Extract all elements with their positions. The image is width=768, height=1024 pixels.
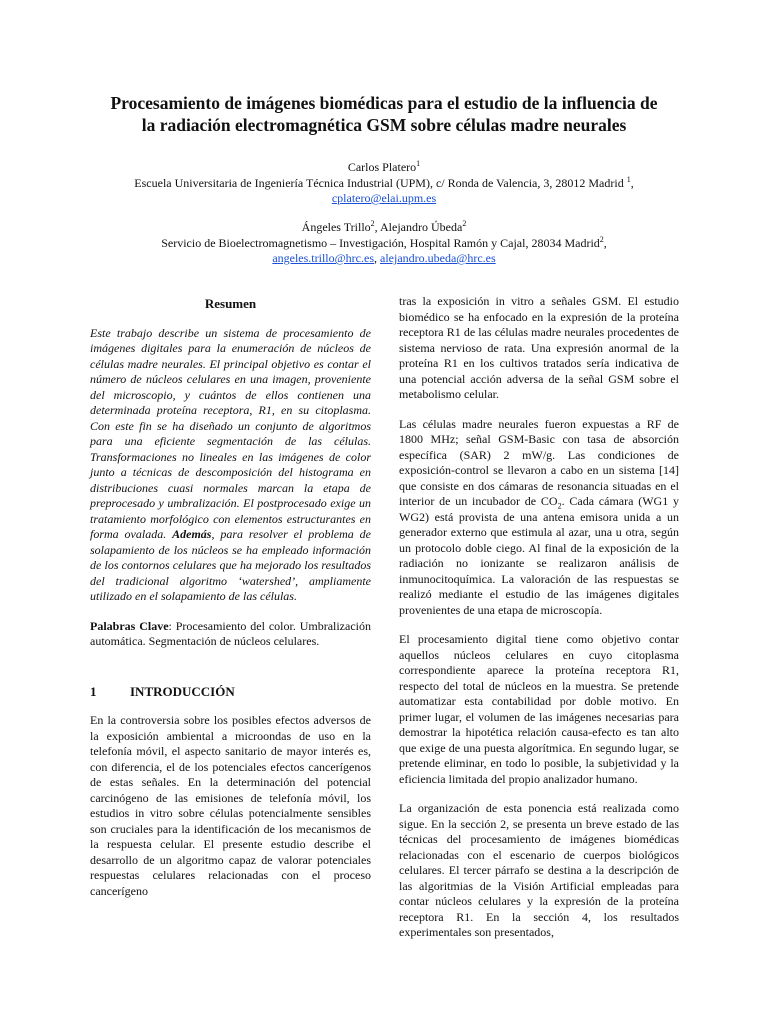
author-block-1 bbox=[40, 160, 728, 207]
paragraph: Las células madre neurales fueron expuestas a RF de 1800 MHz; señal GSM-Basic con tasa de absorción específica (SAR) 2 mW/g. Las condiciones de exposición-control se llevaron a cabo en un sistema [14] que consiste en dos cámaras de resonancia situadas en el interior de un incubador de $CO_2$. Cada cámara (WG1 y WG2) está provista de una antena emisora unida a un generador externo que estimula al azar, una u otra, según un protocolo doble ciego. Al final de la exposición de la radiación no ionizante se realizaron análisis de inmunocitoquímica. La valoración de las respuestas se realizó mediante el estudio de las imágenes digitales provenientes de una etapa de microscopía. bbox=[399, 416, 680, 617]
keywords: Palabras Clave: Procesamiento del color. Umbralización automática. Segmentación de núcleos celulares. bbox=[90, 618, 371, 648]
abstract-text: Este trabajo describe un sistema de procesamiento de imágenes digitales para la enumeración de núcleos de células madre neurales. El principal objetivo es contar el número de núcleos celulares en una imagen, proveniente del microscopio, y cuántos de ellos contienen una determinada proteína receptora, R1, en su citoplasma. Con este fin se ha diseñado un conjunto de algoritmos para una eficiente segmentación de las células. Transformaciones no lineales en las imágenes de color junto a técnicas de descomposición del histograma en distribuciones cuasi normales marcan la etapa de preprocesado y umbralización. El postprocesado exige un tratamiento morfológico con elementos estructurantes en forma ovalada. Además, para resolver el problema de solapamiento de los núcleos se ha empleado información de los contornos celulares que ha mejorado los resultados del tradicional algoritmo ‘watershed’, ampliamente utilizado en el solapamiento de las células. bbox=[90, 325, 371, 603]
author-name: Carlos Platero$^1$ bbox=[347, 159, 421, 174]
right-column bbox=[399, 294, 679, 955]
left-column bbox=[90, 296, 371, 913]
author-email-link-2[interactable]: alejandro.ubeda@hrc.es bbox=[380, 251, 496, 265]
title-line-2: la radiación electromagnética GSM sobre células madre neurales bbox=[141, 115, 627, 135]
author-affiliation: Escuela Universitaria de Ingeniería Técnica Industrial (UPM), c/ Ronda de Valencia, 3, 28012 Madrid $^1$, bbox=[134, 174, 634, 190]
intro-paragraph: En la controversia sobre los posibles efectos adversos de la exposición ambiental a microondas de uso en la telefonía móvil, el aspecto sanitario de mayor interés es, con diferencia, el de los potenciales efectos cancerígenos de estas señales. En la determinación del potencial carcinógeno de las emisiones de telefonía móvil, los estudios in vitro sobre células potencialmente sensibles son cruciales para la identificación de los mecanismos de la respuesta celular. El presente estudio describe el desarrollo de un algoritmo capaz de valorar potenciales respuestas celulares relacionadas con el proceso cancerígeno bbox=[90, 713, 371, 898]
paragraph: El procesamiento digital tiene como objetivo contar aquellos núcleos celulares en cuyo citoplasma correspondiente aparece la proteína receptora R1, respecto del total de núcleos en la muestra. Se pretende automatizar esta contabilidad por doble motivo. En primer lugar, el volumen de las imágenes necesarias para demostrar la hipotética relación causa-efecto es tan alto que exige de una puesta algorítmica. En segundo lugar, se pretende eliminar, en todo lo posible, la subjetividad y la eficiencia limitada del propio analizador humano. bbox=[399, 632, 679, 786]
abstract-heading: Resumen bbox=[204, 296, 257, 311]
paragraph: La organización de esta ponencia está realizada como sigue. En la sección 2, se presenta un breve estado de las técnicas del procesamiento de imágenes biomédicas relacionadas con el escenario de cuerpos biológicos celulares. El tercer párrafo se destina a la descripción de las algoritmias de la Visión Artificial empleadas para contar núcleos celulares y la expresión de la proteína receptora R1. En la sección 4, los resultados experimentales son presentados, bbox=[399, 801, 679, 939]
section-heading bbox=[90, 684, 371, 700]
paper-title bbox=[70, 92, 698, 136]
paragraph: tras la exposición in vitro a señales GSM. El estudio biomédico se ha enfocado en la expresión de la proteína receptora R1 de las células madre neurales procedentes de sistema nervioso de rata. Una expresión anormal de la proteína R1 en los cultivos tratados sería indicativa de una potencial acción adversa de la señal GSM sobre el metabolismo celular. bbox=[399, 294, 679, 401]
author-names: Ángeles Trillo$^2$, Alejandro Úbeda$^2$ bbox=[301, 219, 467, 234]
title-line-1: Procesamiento de imágenes biomédicas para el estudio de la influencia de bbox=[110, 93, 658, 113]
author-block-2: Ángeles Trillo$^2$, Alejandro Úbeda$^2$ Servicio de Bioelectromagnetismo – Investigación, Hospital Ramón y Cajal, 28034 Madrid$^2$, angeles.trillo@hrc.es, alejandro.ubeda@hrc.es bbox=[40, 220, 728, 267]
author-email-link[interactable]: cplatero@elai.upm.es bbox=[331, 191, 437, 205]
section-title: INTRODUCCIÓN bbox=[130, 683, 235, 699]
author-email-link-1[interactable]: angeles.trillo@hrc.es bbox=[272, 251, 374, 265]
section-number: 1 bbox=[90, 683, 97, 699]
author-affiliation: Servicio de Bioelectromagnetismo – Investigación, Hospital Ramón y Cajal, 28034 Madrid$^2$, bbox=[161, 234, 607, 250]
